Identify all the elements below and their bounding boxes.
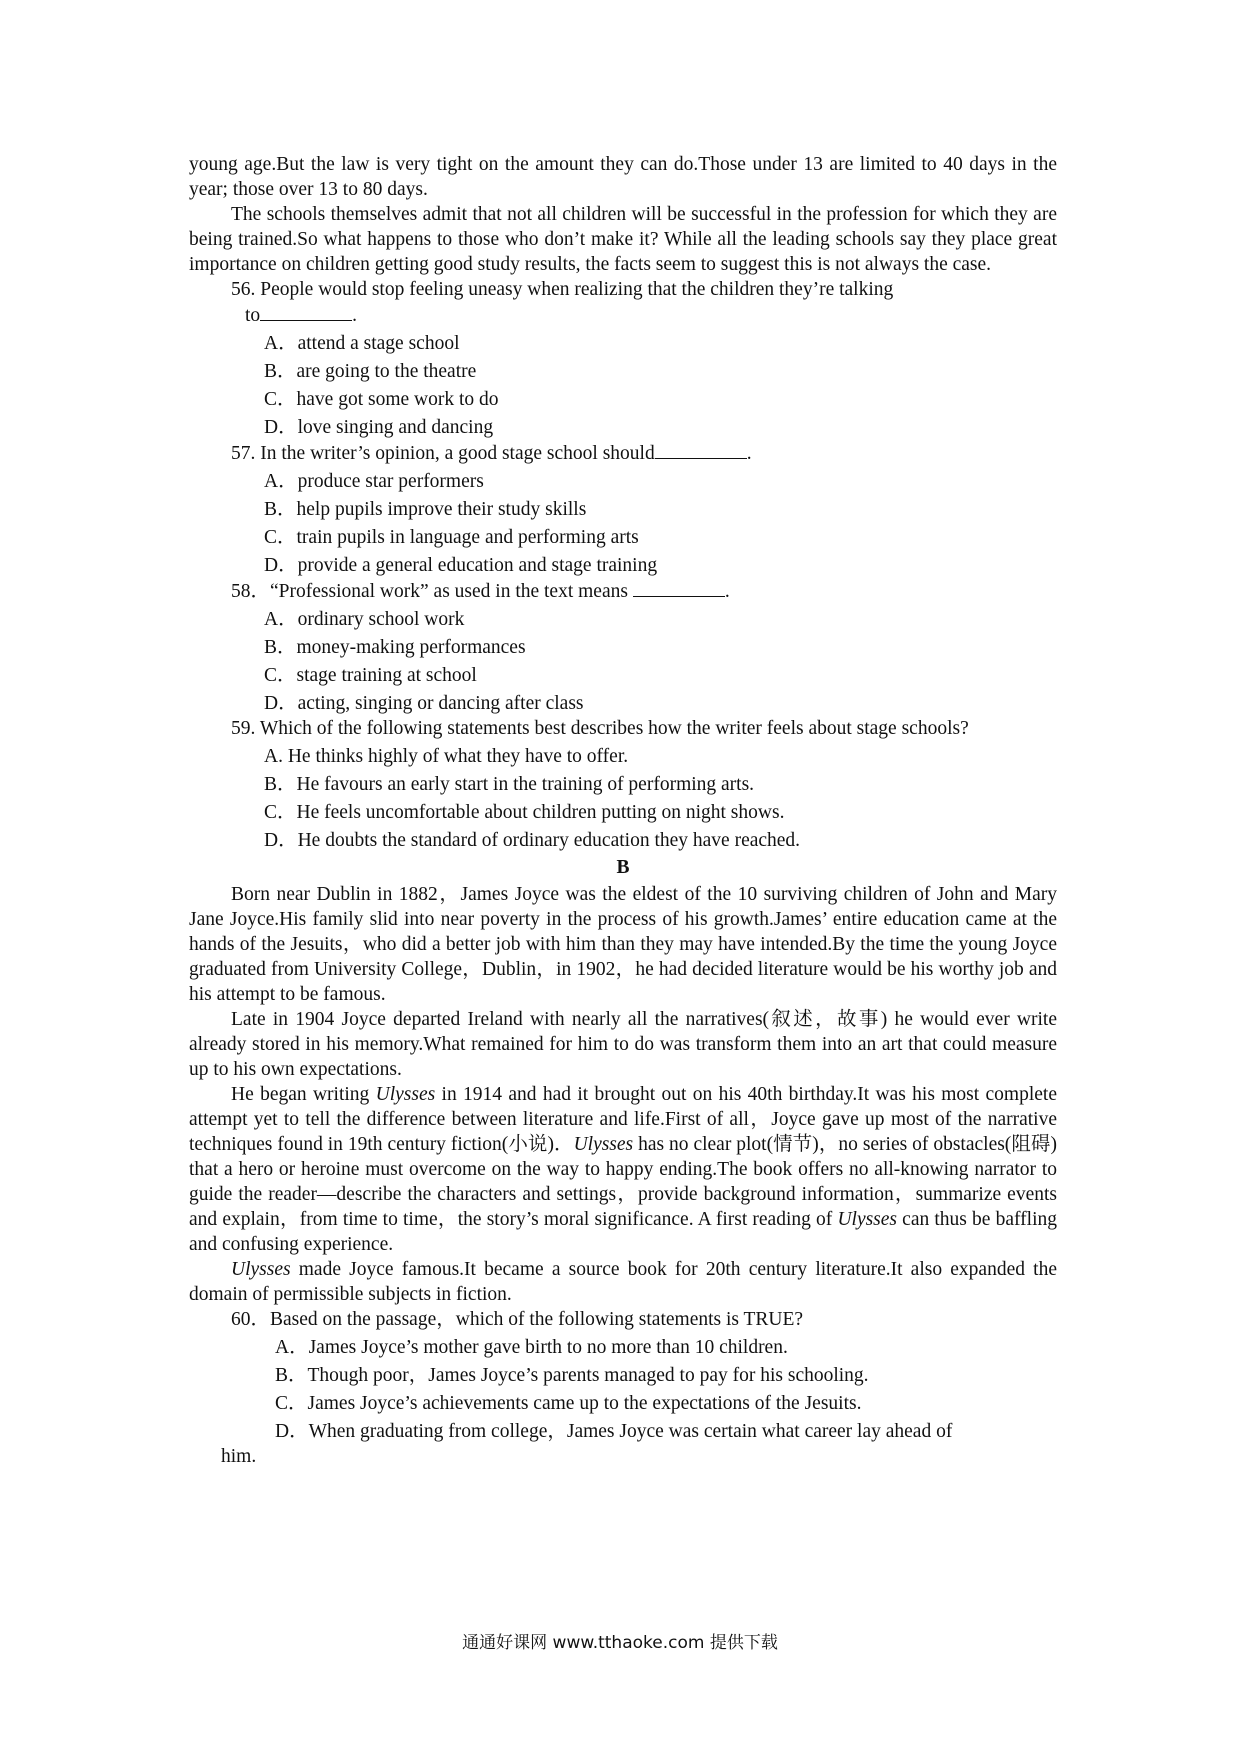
- question-59: [189, 716, 1057, 853]
- passage-a-paragraph-1: young age.But the law is very tight on the amount they can do.Those under 13 are limited to 40 days in the year; those over 13 to 80 days.: [189, 154, 1057, 200]
- question-56-option-d: D．love singing and dancing: [264, 417, 494, 438]
- paragraph-3-part-b: has no clear plot(情节)，no series of obstacles(阻碍) that a hero or heroine must overcome on the way to happy ending.The book offers no all-knowing narrator to guide the reader—describe the characters and settings，provide background information，summarize events and explain，from time to time，the story’s moral significance. A first reading of: [189, 1134, 1057, 1230]
- passage-b-paragraph-2: Late in 1904 Joyce departed Ireland with nearly all the narratives(叙述，故事) he would ever write already stored in his memory.What remained for him to do was transform them into an art that could measure up to his own expectations.: [189, 1009, 1057, 1080]
- question-56-option-a: A．attend a stage school: [264, 333, 460, 354]
- question-56-stem-cont: [189, 302, 1057, 328]
- question-60-option-a: A．James Joyce’s mother gave birth to no more than 10 children.: [275, 1337, 788, 1358]
- question-58-stem: [189, 578, 1057, 604]
- book-title: Ulysses: [837, 1209, 898, 1230]
- book-title: Ulysses: [573, 1134, 634, 1155]
- question-58: [189, 578, 1057, 716]
- question-56-option-c: C．have got some work to do: [264, 389, 499, 410]
- question-56-stem-text: 56. People would stop feeling uneasy when realizing that the children they’re talking: [231, 279, 894, 300]
- question-56-option-b: B．are going to the theatre: [264, 361, 477, 382]
- question-57-stem-text: 57. In the writer’s opinion, a good stage school should: [231, 443, 655, 464]
- passage-b-paragraph-4: [189, 1257, 1057, 1307]
- passage-b-paragraph-3: [189, 1082, 1057, 1257]
- question-58-option-b: B．money-making performances: [264, 637, 526, 658]
- question-60-option-b: B．Though poor，James Joyce’s parents managed to pay for his schooling.: [275, 1365, 869, 1386]
- question-57-stem: [189, 440, 1057, 466]
- question-58-stem-text: 58．“Professional work” as used in the text means: [231, 581, 628, 602]
- section-heading: B: [616, 857, 630, 878]
- question-60-option-d: D．When graduating from college，James Joyce was certain what career lay ahead of: [275, 1421, 953, 1442]
- question-56: [189, 277, 1057, 440]
- page-footer: 通通好课网 www.tthaoke.com 提供下载: [462, 1633, 778, 1653]
- question-58-option-d: D．acting, singing or dancing after class: [264, 693, 584, 714]
- question-56-stem-end: .: [352, 305, 358, 326]
- passage-b-paragraph-1: Born near Dublin in 1882，James Joyce was the eldest of the 10 surviving children of John and Mary Jane Joyce.His family slid into near poverty in the process of his growth.James’ entire education came at the hands of the Jesuits，who did a better job with him than they may have intended.By the time the young Joyce graduated from University College，Dublin，in 1902，he had decided literature would be his worthy job and his attempt to be famous.: [189, 884, 1057, 1005]
- book-title: Ulysses: [375, 1084, 436, 1105]
- paragraph-3-intro: He began writing: [231, 1084, 376, 1105]
- question-59-option-c: C．He feels uncomfortable about children putting on night shows.: [264, 802, 785, 823]
- answer-blank: [633, 578, 725, 597]
- question-59-stem: 59. Which of the following statements best describes how the writer feels about stage schools?: [231, 718, 969, 739]
- question-57-option-b: B．help pupils improve their study skills: [264, 499, 587, 520]
- question-59-option-a: A. He thinks highly of what they have to offer.: [264, 746, 629, 767]
- passage-a-paragraph-2: The schools themselves admit that not all children will be successful in the profession for which they are being trained.So what happens to those who don’t make it? While all the leading schools say they place great importance on children getting good study results, the facts seem to suggest this is not always the case.: [189, 204, 1057, 275]
- question-58-option-a: A．ordinary school work: [264, 609, 465, 630]
- question-57-option-c: C．train pupils in language and performing arts: [264, 527, 639, 548]
- answer-blank: [655, 440, 747, 459]
- answer-blank: [260, 302, 352, 321]
- question-59-option-b: B．He favours an early start in the training of performing arts.: [264, 774, 755, 795]
- question-56-stem-to: to: [245, 305, 261, 326]
- question-57: [189, 440, 1057, 578]
- question-57-option-a: A．produce star performers: [264, 471, 484, 492]
- question-59-option-d: D．He doubts the standard of ordinary education they have reached.: [264, 830, 801, 851]
- paragraph-3-part-a: in 1914 and had it brought out on his 40th birthday.It was his most complete attempt yet to tell the difference between literature and life.First of all，Joyce gave up most of the narrative techniques found in 19th century fiction(小说)．: [189, 1084, 1057, 1155]
- question-60: [189, 1307, 1057, 1469]
- question-57-stem-end: .: [746, 443, 752, 464]
- exam-page: [189, 152, 1057, 1469]
- question-58-option-c: C．stage training at school: [264, 665, 477, 686]
- book-title: Ulysses: [231, 1259, 291, 1280]
- question-57-option-d: D．provide a general education and stage training: [264, 555, 658, 576]
- paragraph-3-part-c: can thus be baffling and confusing experience.: [189, 1209, 1057, 1255]
- question-58-stem-end: .: [724, 581, 730, 602]
- question-56-stem: [189, 277, 1057, 302]
- paragraph-4-text: made Joyce famous.It became a source book for 20th century literature.It also expanded the domain of permissible subjects in fiction.: [189, 1259, 1057, 1305]
- question-60-option-c: C．James Joyce’s achievements came up to the expectations of the Jesuits.: [275, 1393, 862, 1414]
- question-60-stem: 60．Based on the passage，which of the following statements is TRUE?: [231, 1309, 804, 1330]
- question-60-option-d-continued: him.: [221, 1446, 257, 1467]
